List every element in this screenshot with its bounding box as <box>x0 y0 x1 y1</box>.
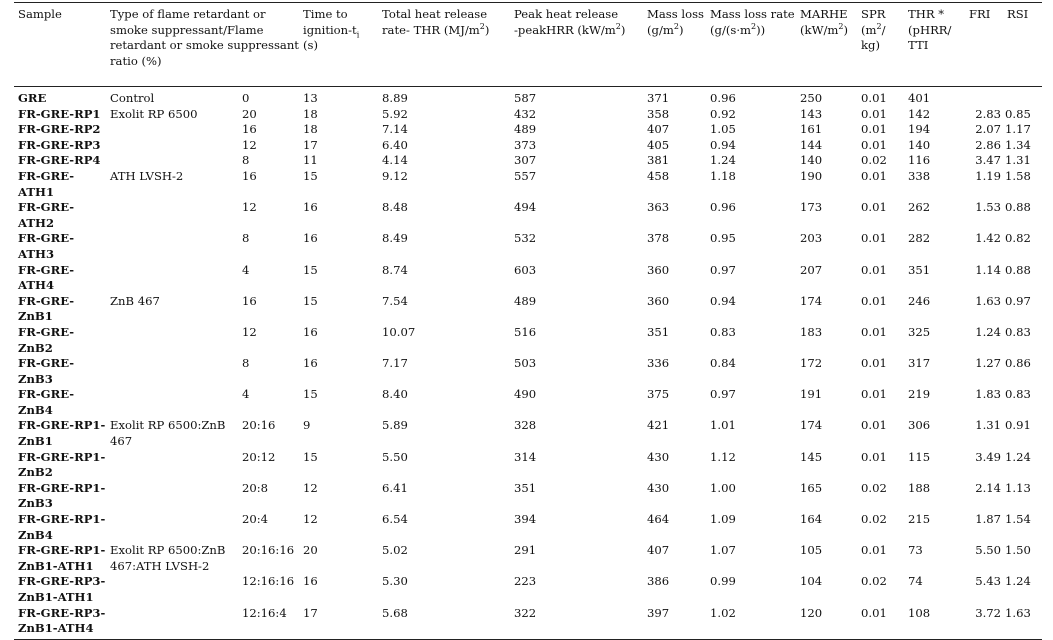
table-row <box>14 450 1042 481</box>
fri-cell: 3.72 <box>965 606 1003 640</box>
sample-cell: FR-GRE-RP1-ZnB3 <box>18 480 106 511</box>
sample-cell: FR-GRE-RP1-ZnB1-ATH1 <box>18 543 106 573</box>
sample-cell: FR-GRE-ATH2 <box>18 200 75 230</box>
rsi-cell: 1.58 <box>1005 168 1031 183</box>
sample-cell: FR-GRE-RP1-ZnB4 <box>18 512 106 542</box>
tti-cell: 13 <box>303 91 318 105</box>
thr-cell: 9.12 <box>382 168 408 183</box>
rsi-cell: 0.83 <box>1005 387 1031 402</box>
rsi-cell: 0.88 <box>1005 262 1031 277</box>
thr-cell: 5.50 <box>382 449 408 464</box>
peak-hrr-cell: 322 <box>510 606 643 640</box>
header-thr: Total heat release rate- THR $(MJ/m^2)$ <box>378 3 510 87</box>
table-row <box>14 107 1042 123</box>
spr-cell: 0.01 <box>861 356 887 371</box>
thr-cell: 6.54 <box>382 512 408 527</box>
mass-loss-cell: 363 <box>647 200 670 215</box>
header-thr-phrr-tti: THR * (pHRR/ TTI <box>904 3 965 87</box>
mass-loss-rate-cell: 1.01 <box>710 418 736 433</box>
thr-phrr-tti-cell: 338 <box>908 168 931 183</box>
mass-loss-cell: 430 <box>647 480 670 495</box>
table-row <box>14 606 1042 640</box>
type-cell: ATH LVSH-2 <box>110 168 184 183</box>
marhe-cell: 173 <box>800 200 823 215</box>
tti-cell: 15 <box>303 262 318 277</box>
thr-phrr-tti-cell: 317 <box>908 356 931 371</box>
table-row <box>14 138 1042 154</box>
type-cell <box>106 200 238 231</box>
mass-loss-rate-cell: 1.00 <box>710 480 736 495</box>
tti-cell: 20 <box>303 543 318 558</box>
peak-hrr-cell: 489 <box>514 293 537 308</box>
fri-cell: 2.86 <box>975 137 1002 152</box>
fri-cell: 2.83 <box>975 106 1002 121</box>
mass-loss-rate-cell: 0.96 <box>710 200 736 215</box>
type-cell: Exolit RP 6500:ZnB 467 <box>110 418 226 449</box>
sample-cell: GRE <box>18 91 47 105</box>
marhe-cell: 104 <box>800 574 823 589</box>
table-row <box>14 418 1042 449</box>
spr-cell: 0.02 <box>861 574 887 589</box>
thr-phrr-tti-cell: 215 <box>908 512 931 527</box>
marhe-cell: 161 <box>800 122 823 137</box>
flammability-table <box>14 2 1042 640</box>
mass-loss-cell: 358 <box>647 106 670 121</box>
ratio-cell: 0 <box>242 91 250 105</box>
mass-loss-cell: 464 <box>647 512 670 527</box>
rsi-cell: 0.86 <box>1005 356 1031 371</box>
tti-cell: 12 <box>303 480 318 495</box>
table-row <box>14 574 1042 605</box>
rsi-cell: 1.31 <box>1005 153 1031 168</box>
mass-loss-cell: 360 <box>647 293 670 308</box>
thr-cell: 5.68 <box>378 606 510 640</box>
peak-hrr-cell: 503 <box>514 356 537 371</box>
tti-cell: 17 <box>299 606 378 640</box>
ratio-cell: 4 <box>242 262 250 277</box>
tti-cell: 18 <box>303 122 318 137</box>
tti-cell: 15 <box>303 449 318 464</box>
fri-cell: 1.19 <box>975 168 1002 183</box>
marhe-cell: 174 <box>800 293 823 308</box>
marhe-cell: 203 <box>800 231 823 246</box>
ratio-cell: 4 <box>242 387 250 402</box>
sample-cell: FR-GRE-RP2 <box>18 122 101 137</box>
fri-cell: 1.42 <box>975 231 1002 246</box>
tti-cell: 17 <box>303 137 318 152</box>
marhe-cell: 190 <box>800 168 823 183</box>
ratio-cell: 8 <box>242 356 250 371</box>
rsi-cell: 1.24 <box>1005 574 1031 589</box>
thr-cell: 7.54 <box>382 293 408 308</box>
ratio-cell: 20:16:16 <box>242 543 295 558</box>
peak-hrr-cell: 223 <box>514 574 537 589</box>
type-cell <box>106 481 238 512</box>
table-row <box>14 543 1042 574</box>
mass-loss-rate-cell: 0.92 <box>710 106 736 121</box>
fri-cell: 1.63 <box>975 293 1002 308</box>
marhe-cell: 191 <box>800 387 823 402</box>
mass-loss-rate-cell: 0.95 <box>710 231 736 246</box>
ratio-cell: 16 <box>242 293 257 308</box>
table-row <box>14 356 1042 387</box>
type-cell <box>106 153 238 169</box>
type-cell <box>106 387 238 418</box>
table-row <box>14 122 1042 138</box>
table-row <box>14 481 1042 512</box>
thr-cell: 5.89 <box>382 418 408 433</box>
marhe-cell: 120 <box>796 606 857 640</box>
header-tti: Time to ignition-$t_i$ (s) <box>299 3 378 87</box>
peak-hrr-cell: 516 <box>514 324 537 339</box>
sample-cell: FR-GRE-ATH1 <box>18 168 75 199</box>
sample-cell: FR-GRE-RP3-ZnB1-ATH4 <box>14 606 106 640</box>
header-mass-loss-rate: Mass loss rate $(g/(s\cdot m^2))$ <box>706 3 796 87</box>
fri-cell: 1.27 <box>975 356 1002 371</box>
thr-phrr-tti-cell: 142 <box>908 106 931 121</box>
rsi-cell: 1.63 <box>1003 606 1042 640</box>
fri-cell: 1.87 <box>975 512 1002 527</box>
tti-cell: 16 <box>303 324 318 339</box>
thr-cell: 6.40 <box>382 137 408 152</box>
fri-cell: 2.07 <box>975 122 1002 137</box>
marhe-cell: 207 <box>800 262 823 277</box>
thr-cell: 8.49 <box>382 231 408 246</box>
header-spr: SPR ($m^2/$ kg) <box>857 3 904 87</box>
tti-cell: 15 <box>303 293 318 308</box>
type-cell: Exolit RP 6500:ZnB 467:ATH LVSH-2 <box>110 543 226 573</box>
spr-cell: 0.02 <box>861 153 887 168</box>
mass-loss-cell: 458 <box>647 168 670 183</box>
table-body <box>14 87 1042 640</box>
thr-cell: 5.92 <box>382 106 408 121</box>
thr-phrr-tti-cell: 351 <box>908 262 931 277</box>
peak-hrr-cell: 328 <box>514 418 537 433</box>
peak-hrr-cell: 394 <box>514 512 537 527</box>
sample-cell: FR-GRE-RP4 <box>18 153 101 168</box>
peak-hrr-cell: 587 <box>514 91 537 105</box>
type-cell <box>106 606 238 640</box>
spr-cell: 0.01 <box>861 168 887 183</box>
thr-phrr-tti-cell: 262 <box>908 200 931 215</box>
marhe-cell: 140 <box>800 153 823 168</box>
thr-phrr-tti-cell: 188 <box>908 480 931 495</box>
sample-cell: FR-GRE-RP3-ZnB1-ATH1 <box>18 574 106 604</box>
type-cell <box>106 574 238 605</box>
tti-cell: 15 <box>303 387 318 402</box>
peak-hrr-cell: 432 <box>514 106 537 121</box>
rsi-cell: 0.85 <box>1005 106 1031 121</box>
spr-cell: 0.01 <box>861 122 887 137</box>
ratio-cell: 12:16:16 <box>242 574 295 589</box>
ratio-cell: 20:12 <box>242 449 276 464</box>
fri-cell: 5.50 <box>975 543 1002 558</box>
tti-cell: 16 <box>303 574 318 589</box>
ratio-cell: 12 <box>242 137 257 152</box>
thr-phrr-tti-cell: 246 <box>908 293 931 308</box>
mass-loss-cell: 371 <box>647 91 670 105</box>
spr-cell: 0.01 <box>861 387 887 402</box>
marhe-cell: 144 <box>800 137 823 152</box>
spr-cell: 0.01 <box>861 543 887 558</box>
thr-cell: 5.30 <box>382 574 408 589</box>
ratio-cell: 20:8 <box>242 480 269 495</box>
peak-hrr-cell: 489 <box>514 122 537 137</box>
spr-cell: 0.01 <box>861 91 887 105</box>
spr-cell: 0.01 <box>861 231 887 246</box>
peak-hrr-cell: 351 <box>514 480 537 495</box>
type-cell: Exolit RP 6500 <box>110 106 198 121</box>
table-row <box>14 294 1042 325</box>
fri-cell: 3.47 <box>975 153 1002 168</box>
spr-cell: 0.01 <box>861 324 887 339</box>
table-row <box>14 153 1042 169</box>
thr-phrr-tti-cell: 194 <box>908 122 931 137</box>
table-row <box>14 87 1042 107</box>
spr-cell: 0.01 <box>861 293 887 308</box>
header-type: Type of flame retardant or smoke suppressant/Flame retardant or smoke suppressant ratio (%) <box>106 3 299 87</box>
rsi-cell: 0.97 <box>1005 293 1031 308</box>
sample-cell: FR-GRE-ATH3 <box>18 231 75 261</box>
sample-cell: FR-GRE-RP3 <box>18 137 101 152</box>
rsi-cell: 0.91 <box>1005 418 1031 433</box>
type-cell <box>106 138 238 154</box>
thr-cell: 10.07 <box>382 324 416 339</box>
mass-loss-rate-cell: 0.97 <box>710 387 736 402</box>
thr-phrr-tti-cell: 325 <box>908 324 931 339</box>
fri-cell: 1.31 <box>975 418 1002 433</box>
tti-cell: 15 <box>303 168 318 183</box>
type-cell <box>106 325 238 356</box>
mass-loss-rate-cell: 1.12 <box>710 449 736 464</box>
mass-loss-rate-cell: 1.09 <box>710 512 736 527</box>
thr-cell: 7.14 <box>382 122 408 137</box>
rsi-cell: 0.83 <box>1005 324 1031 339</box>
spr-cell: 0.01 <box>861 449 887 464</box>
thr-cell: 8.48 <box>382 200 408 215</box>
marhe-cell: 164 <box>800 512 823 527</box>
header-rsi: RSI <box>1003 3 1042 87</box>
sample-cell: FR-GRE-RP1-ZnB1 <box>18 418 106 449</box>
peak-hrr-cell: 532 <box>514 231 537 246</box>
mass-loss-cell: 421 <box>647 418 670 433</box>
peak-hrr-cell: 291 <box>514 543 537 558</box>
table-row <box>14 169 1042 200</box>
peak-hrr-cell: 494 <box>514 200 537 215</box>
fri-cell: 1.24 <box>975 324 1002 339</box>
mass-loss-rate-cell: 0.94 <box>710 137 736 152</box>
ratio-cell: 20:16 <box>242 418 276 433</box>
fri-cell: 1.14 <box>975 262 1002 277</box>
mass-loss-cell: 407 <box>647 543 670 558</box>
tti-cell: 11 <box>303 153 318 168</box>
mass-loss-cell: 397 <box>643 606 706 640</box>
spr-cell: 0.01 <box>861 262 887 277</box>
thr-cell: 6.41 <box>382 480 408 495</box>
rsi-cell: 1.24 <box>1005 449 1031 464</box>
spr-cell: 0.01 <box>861 418 887 433</box>
sample-cell: FR-GRE-ZnB4 <box>18 387 75 417</box>
header-row <box>14 3 1042 87</box>
marhe-cell: 105 <box>800 543 823 558</box>
thr-cell: 8.89 <box>382 91 408 105</box>
mass-loss-cell: 407 <box>647 122 670 137</box>
sample-cell: FR-GRE-ZnB2 <box>18 324 75 355</box>
mass-loss-cell: 405 <box>647 137 670 152</box>
spr-cell: 0.02 <box>861 480 887 495</box>
header-fri: FRI <box>965 3 1003 87</box>
ratio-cell: 12 <box>242 324 257 339</box>
table-row <box>14 200 1042 231</box>
thr-phrr-tti-cell: 116 <box>908 153 931 168</box>
thr-cell: 7.17 <box>382 356 408 371</box>
mass-loss-rate-cell: 0.96 <box>710 91 736 105</box>
mass-loss-cell: 351 <box>647 324 670 339</box>
type-cell <box>106 231 238 262</box>
mass-loss-rate-cell: 0.83 <box>710 324 736 339</box>
fri-cell <box>965 87 1003 107</box>
sample-cell: FR-GRE-RP1-ZnB2 <box>18 449 106 480</box>
sample-cell: FR-GRE-ZnB1 <box>18 293 75 324</box>
spr-cell: 0.02 <box>861 512 887 527</box>
mass-loss-rate-cell: 1.07 <box>710 543 736 558</box>
table-row <box>14 231 1042 262</box>
thr-phrr-tti-cell: 73 <box>908 543 923 558</box>
thr-cell: 5.02 <box>382 543 408 558</box>
marhe-cell: 165 <box>800 480 823 495</box>
rsi-cell <box>1003 87 1042 107</box>
marhe-cell: 183 <box>800 324 823 339</box>
mass-loss-cell: 336 <box>647 356 670 371</box>
thr-phrr-tti-cell: 219 <box>908 387 931 402</box>
peak-hrr-cell: 307 <box>514 153 537 168</box>
header-sample: Sample <box>14 3 106 87</box>
table-row <box>14 512 1042 543</box>
header-mass-loss: Mass loss $(g/m^2)$ <box>643 3 706 87</box>
peak-hrr-cell: 557 <box>514 168 537 183</box>
thr-phrr-tti-cell: 140 <box>908 137 931 152</box>
tti-cell: 12 <box>303 512 318 527</box>
sample-cell: FR-GRE-RP1 <box>18 106 101 121</box>
mass-loss-rate-cell: 1.24 <box>710 153 736 168</box>
marhe-cell: 172 <box>800 356 823 371</box>
type-cell <box>106 512 238 543</box>
type-cell: ZnB 467 <box>110 293 160 308</box>
thr-phrr-tti-cell: 282 <box>908 231 931 246</box>
fri-cell: 1.83 <box>975 387 1002 402</box>
tti-cell: 16 <box>303 231 318 246</box>
type-cell: Control <box>110 91 155 105</box>
tti-cell: 18 <box>303 106 318 121</box>
mass-loss-rate-cell: 0.97 <box>710 262 736 277</box>
thr-phrr-tti-cell: 115 <box>908 449 931 464</box>
tti-cell: 16 <box>303 200 318 215</box>
marhe-cell: 250 <box>800 91 823 105</box>
mass-loss-cell: 360 <box>647 262 670 277</box>
header-peak-hrr: Peak heat release -peakHRR $(kW/m^2)$ <box>510 3 643 87</box>
type-cell <box>106 263 238 294</box>
rsi-cell: 0.88 <box>1005 200 1031 215</box>
rsi-cell: 1.17 <box>1005 122 1031 137</box>
fri-cell: 3.49 <box>975 449 1002 464</box>
sample-cell: FR-GRE-ATH4 <box>18 262 75 293</box>
fri-cell: 1.53 <box>975 200 1002 215</box>
ratio-cell: 16 <box>242 168 257 183</box>
peak-hrr-cell: 314 <box>514 449 537 464</box>
tti-cell: 9 <box>303 418 311 433</box>
type-cell <box>106 356 238 387</box>
spr-cell: 0.01 <box>861 106 887 121</box>
ratio-cell: 20 <box>242 106 257 121</box>
thr-cell: 4.14 <box>382 153 408 168</box>
rsi-cell: 0.82 <box>1005 231 1031 246</box>
ratio-cell: 8 <box>242 231 250 246</box>
ratio-cell: 16 <box>242 122 257 137</box>
spr-cell: 0.01 <box>861 137 887 152</box>
mass-loss-cell: 378 <box>647 231 670 246</box>
spr-cell: 0.01 <box>861 200 887 215</box>
tti-cell: 16 <box>303 356 318 371</box>
table-row <box>14 325 1042 356</box>
thr-cell: 8.74 <box>382 262 408 277</box>
thr-phrr-tti-cell: 401 <box>908 91 931 105</box>
thr-phrr-tti-cell: 74 <box>908 574 923 589</box>
ratio-cell: 12:16:4 <box>238 606 299 640</box>
marhe-cell: 145 <box>800 449 823 464</box>
fri-cell: 5.43 <box>975 574 1002 589</box>
mass-loss-cell: 375 <box>647 387 670 402</box>
peak-hrr-cell: 373 <box>514 137 537 152</box>
rsi-cell: 1.50 <box>1005 543 1031 558</box>
peak-hrr-cell: 603 <box>514 262 537 277</box>
marhe-cell: 143 <box>800 106 823 121</box>
mass-loss-cell: 381 <box>647 153 670 168</box>
rsi-cell: 1.54 <box>1005 512 1031 527</box>
sample-cell: FR-GRE-ZnB3 <box>18 356 75 386</box>
fri-cell: 2.14 <box>975 480 1002 495</box>
type-cell <box>106 122 238 138</box>
header-marhe: MARHE $(kW/m^2)$ <box>796 3 857 87</box>
mass-loss-rate-cell: 0.94 <box>710 293 736 308</box>
ratio-cell: 20:4 <box>242 512 269 527</box>
mass-loss-rate-cell: 0.84 <box>710 356 736 371</box>
mass-loss-rate-cell: 1.18 <box>710 168 736 183</box>
thr-phrr-tti-cell: 306 <box>908 418 931 433</box>
thr-phrr-tti-cell: 108 <box>904 606 965 640</box>
spr-cell: 0.01 <box>857 606 904 640</box>
ratio-cell: 8 <box>242 153 250 168</box>
table-row <box>14 263 1042 294</box>
mass-loss-rate-cell: 1.05 <box>710 122 736 137</box>
mass-loss-rate-cell: 1.02 <box>706 606 796 640</box>
rsi-cell: 1.34 <box>1005 137 1031 152</box>
table-row <box>14 387 1042 418</box>
thr-cell: 8.40 <box>382 387 408 402</box>
peak-hrr-cell: 490 <box>514 387 537 402</box>
mass-loss-rate-cell: 0.99 <box>710 574 736 589</box>
marhe-cell: 174 <box>800 418 823 433</box>
type-cell <box>106 450 238 481</box>
ratio-cell: 12 <box>242 200 257 215</box>
mass-loss-cell: 430 <box>647 449 670 464</box>
rsi-cell: 1.13 <box>1005 480 1031 495</box>
mass-loss-cell: 386 <box>647 574 670 589</box>
